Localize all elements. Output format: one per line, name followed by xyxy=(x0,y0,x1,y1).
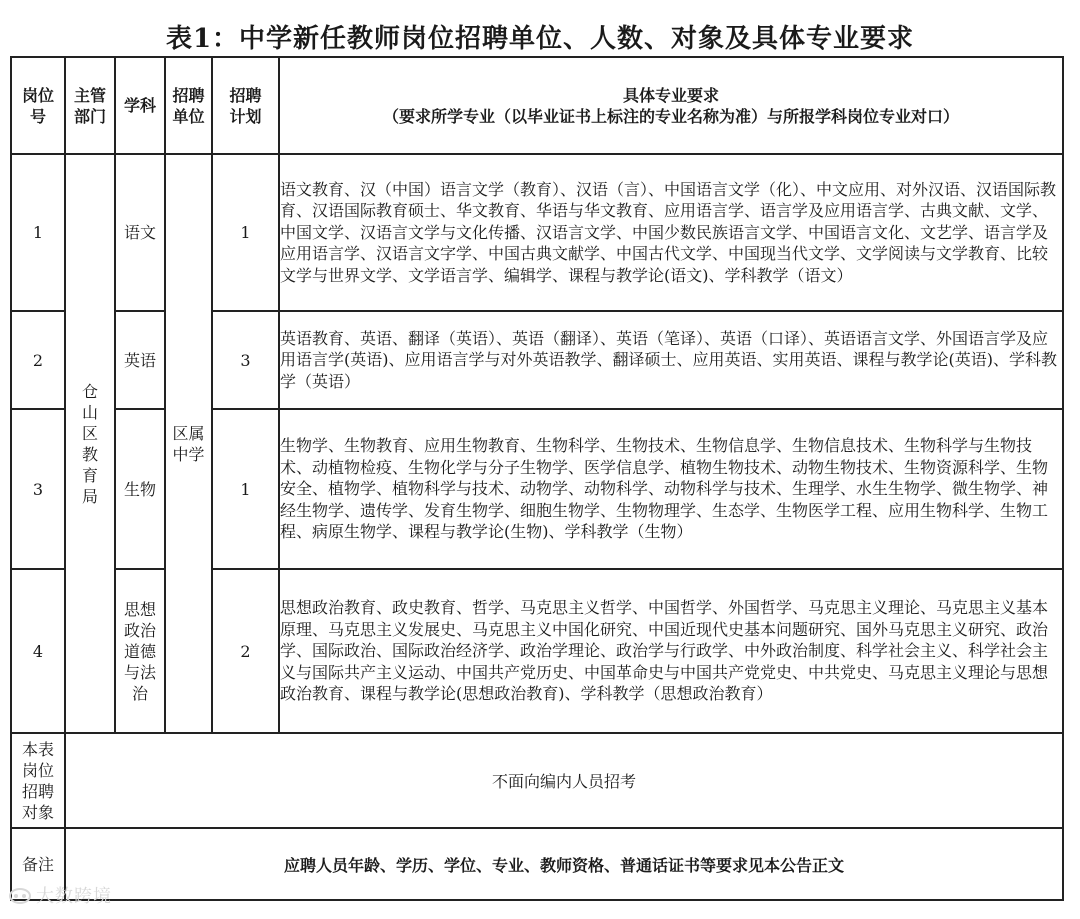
recruitment-table xyxy=(10,56,1064,901)
header-req-title: 具体专业要求 xyxy=(622,85,719,105)
plan-cell: 2 xyxy=(212,569,279,733)
subject-cell: 语文 xyxy=(115,154,165,311)
remark-row xyxy=(11,828,1063,900)
header-dept: 主管部门 xyxy=(65,57,115,154)
header-post-no: 岗位号 xyxy=(11,57,65,154)
header-requirements xyxy=(279,57,1063,154)
watermark-text: 大数跨境 xyxy=(36,886,112,907)
requirement-cell: 生物学、生物教育、应用生物教育、生物科学、生物技术、生物信息学、生物信息技术、生物科学与生物技术、动植物检疫、生物化学与分子生物学、医学信息学、植物生物技术、动物生物技术、生物资源科学、生物安全、植物学、植物科学与技术、动物学、动物科学、动物科学与技术、生理学、水生生物学、微生物学、神经生物学、遗传学、发育生物学、细胞生物学、生物物理学、生态学、生物医学工程、应用生物科学、生物工程、病原生物学、课程与教学论(生物)、学科教学（生物） xyxy=(279,409,1063,569)
plan-cell: 1 xyxy=(212,409,279,569)
requirement-cell: 语文教育、汉（中国）语言文学（教育）、汉语（言）、中国语言文学（化）、中文应用、对外汉语、汉语国际教育、汉语国际教育硕士、华文教育、华语与华文教育、应用语言学、语言学及应用语言学、古典文献、文学、中国文学、汉语言文学与文化传播、汉语言文学、中国少数民族语言文学、中国语言文化、文艺学、语言学及应用语言学、汉语言文字学、中国古典文献学、中国古代文学、中国现当代文学、文学阅读与文学教育、比较文学与世界文学、文学语言学、编辑学、课程与教学论(语文)、学科教学（语文） xyxy=(279,154,1063,311)
target-row xyxy=(11,733,1063,828)
post-no-cell: 3 xyxy=(11,409,65,569)
remark-label: 备注 xyxy=(11,828,65,900)
header-unit: 招聘单位 xyxy=(165,57,212,154)
plan-cell: 3 xyxy=(212,311,279,409)
post-no-cell: 1 xyxy=(11,154,65,311)
subject-cell: 思想政治道德与法治 xyxy=(115,569,165,733)
dept-cell: 仓山区教育局 xyxy=(65,154,115,733)
requirement-cell: 思想政治教育、政史教育、哲学、马克思主义哲学、中国哲学、外国哲学、马克思主义理论、马克思主义基本原理、马克思主义发展史、马克思主义中国化研究、中国近现代史基本问题研究、国外马克思主义研究、政治学、国际政治、国际政治经济学、政治学理论、政治学与行政学、中外政治制度、科学社会主义、科学社会主义与国际共产主义运动、中国共产党历史、中国革命史与中国共产党党史、中共党史、马克思主义理论与思想政治教育、课程与教学论(思想政治教育)、学科教学（思想政治教育） xyxy=(279,569,1063,733)
subject-cell: 生物 xyxy=(115,409,165,569)
target-label: 本表岗位招聘对象 xyxy=(11,733,65,828)
post-no-cell: 4 xyxy=(11,569,65,733)
watermark-logo-icon xyxy=(8,887,32,905)
unit-cell: 区属中学 xyxy=(165,154,212,733)
subject-cell: 英语 xyxy=(115,311,165,409)
header-req-subtitle: （要求所学专业（以毕业证书上标注的专业名称为准）与所报学科岗位专业对口） xyxy=(382,106,959,126)
plan-cell: 1 xyxy=(212,154,279,311)
header-plan: 招聘计划 xyxy=(212,57,279,154)
header-subject: 学科 xyxy=(115,57,165,154)
table-row xyxy=(11,154,1063,311)
header-row xyxy=(11,57,1063,154)
requirement-cell: 英语教育、英语、翻译（英语）、英语（翻译）、英语（笔译）、英语（口译）、英语语言文学、外国语言学及应用语言学(英语)、应用语言学与对外英语教学、翻译硕士、应用英语、实用英语、课程与教学论(英语)、学科教学（英语） xyxy=(279,311,1063,409)
watermark xyxy=(8,882,112,908)
target-value: 不面向编内人员招考 xyxy=(65,733,1063,828)
post-no-cell: 2 xyxy=(11,311,65,409)
table-title: 表1：中学新任教师岗位招聘单位、人数、对象及具体专业要求 xyxy=(165,24,915,54)
remark-value: 应聘人员年龄、学历、学位、专业、教师资格、普通话证书等要求见本公告正文 xyxy=(65,828,1063,900)
